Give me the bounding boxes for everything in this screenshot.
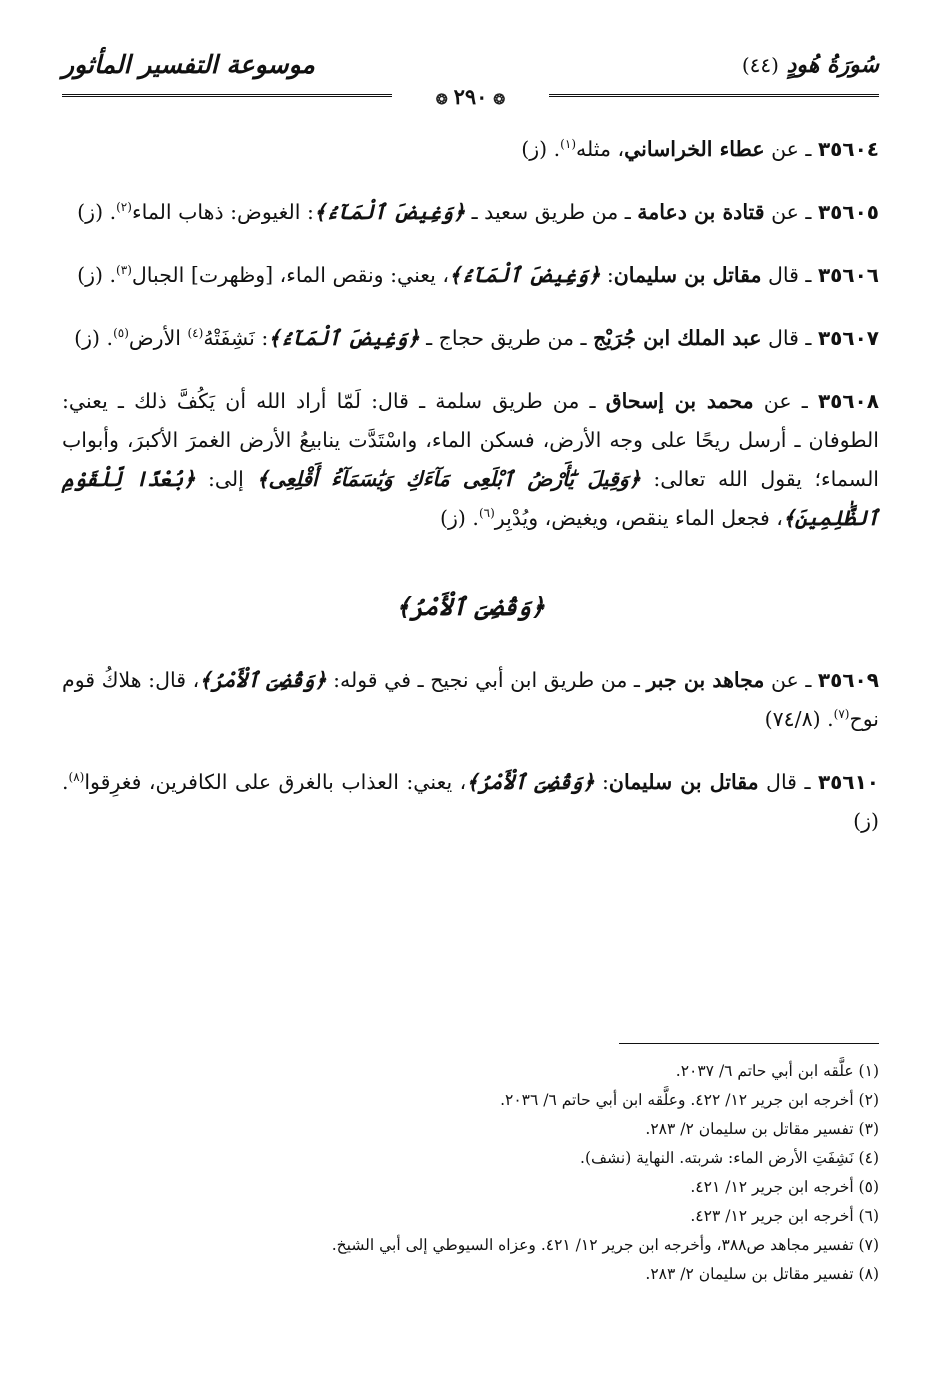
footnote-ref[interactable]: (٥) — [113, 326, 129, 341]
entry-text: ـ من طريق ابن أبي نجيح ـ في قوله: — [326, 668, 647, 692]
narrator-name: محمد بن إسحاق — [605, 389, 754, 413]
entry-text: : الغيوض: ذهاب الماء — [131, 200, 314, 224]
entry-text: : نَشِفَتْهُ — [203, 326, 269, 350]
ornament-icon: ❂ — [493, 92, 506, 108]
surah-name: سُورَةُ هُودٍ — [786, 52, 879, 78]
footnote: (٣) تفسير مقاتل بن سليمان ٢/ ٢٨٣. — [645, 1120, 879, 1138]
entry-number: ٣٥٦٠٥ — [817, 200, 879, 224]
entry-text: ـ من طريق سلمة ـ قال: لَمّا أراد الله أن يَكُفَّ ذلك ـ يعني: الطوفان ـ أرسل ريحًا على وجه الأرض، فسكن الماء، واسْتَدَّت ينابيعُ الأرض الغمرَ الأكبرَ، وأبواب السماء؛ يقول الله تعالى: — [62, 389, 880, 491]
footnote: (٢) أخرجه ابن جرير ١٢/ ٤٢٢. وعلَّقه ابن أبي حاتم ٦/ ٢٠٣٦. — [500, 1091, 879, 1109]
footnote-ref[interactable]: (٨) — [68, 770, 85, 785]
entry-text: ، يعني: العذاب بالغرق على الكافرين، فغرِقوا — [84, 770, 467, 794]
footnote-separator — [619, 1043, 879, 1044]
narrator-name: مجاهد بن جبر — [646, 668, 765, 692]
entry-number: ٣٥٦٠٤ — [817, 137, 879, 161]
entry-text: ـ من طريق سعيد ـ — [465, 200, 638, 224]
hadith-entry — [62, 661, 879, 739]
entry-text: ، قال: هلاكُ قوم نوح — [62, 668, 879, 731]
entry-source: . (ز) — [77, 200, 117, 224]
surah-number: (٤٤) — [741, 53, 779, 77]
entry-text: : — [594, 770, 609, 794]
entry-text: ، يعني: ونقص الماء، [وظهرت] الجبال — [131, 263, 450, 287]
footnote: (٧) تفسير مجاهد ص٣٨٨، وأخرجه ابن جرير ١٢/ ٤٢١. وعزاه السيوطي إلى أبي الشيخ. — [331, 1236, 879, 1254]
hadith-entry — [62, 763, 879, 841]
hadith-entry — [62, 130, 879, 169]
quran-quote: ﴿وَغِيضَ ٱلْمَآءُ﴾ — [313, 200, 466, 224]
hadith-entry — [62, 382, 879, 538]
hadith-entry — [62, 193, 879, 232]
entry-text: : — [600, 263, 614, 287]
entry-text: ، فجعل الماء ينقص، ويغيض، ويُدْبِر — [494, 506, 783, 530]
footnotes — [62, 1057, 879, 1289]
narrator-name: مقاتل بن سليمان — [608, 770, 759, 794]
entry-text: ـ قال — [761, 326, 818, 350]
footnote: (٦) أخرجه ابن جرير ١٢/ ٤٢٣. — [690, 1207, 879, 1225]
quran-quote: ﴿وَقُضِىَ ٱلْأَمْرُ﴾ — [199, 668, 327, 692]
quran-quote: ﴿بُعْدًا لِّلْقَوْمِ ٱلظَّٰلِمِينَ﴾ — [62, 467, 879, 530]
footnote: (٨) تفسير مقاتل بن سليمان ٢/ ٢٨٣. — [645, 1265, 879, 1283]
page-header — [62, 50, 879, 110]
footnote-ref[interactable]: (٦) — [478, 506, 495, 521]
entry-text: ـ قال — [761, 263, 818, 287]
page-body — [62, 130, 879, 865]
narrator-name: مقاتل بن سليمان — [613, 263, 762, 287]
section-heading: ﴿وَقُضِىَ ٱلْأَمْرُ﴾ — [396, 592, 545, 621]
quran-quote: ﴿وَقِيلَ يَٰٓأَرْضُ ٱبْلَعِى مَآءَكِ وَيَٰسَمَآءُ أَقْلِعِى﴾ — [256, 467, 641, 491]
entry-number: ٣٥٦٠٩ — [817, 668, 879, 692]
entry-source: . (ز) — [74, 326, 114, 350]
footnote: (٥) أخرجه ابن جرير ١٢/ ٤٢١. — [690, 1178, 879, 1196]
quran-quote: ﴿وَغِيضَ ٱلْمَآءُ﴾ — [268, 326, 420, 350]
hadith-entry — [62, 256, 879, 295]
quran-quote: ﴿وَغِيضَ ٱلْمَآءُ﴾ — [449, 263, 601, 287]
entry-number: ٣٥٦٠٦ — [817, 263, 879, 287]
entry-number: ٣٥٦٠٨ — [817, 389, 879, 413]
entry-text: ـ عن — [753, 389, 818, 413]
entry-text: ـ عن — [764, 137, 818, 161]
ornament-icon: ❂ — [435, 92, 448, 108]
entry-text: ـ عن — [764, 200, 818, 224]
entry-text: ـ قال — [758, 770, 818, 794]
entry-number: ٣٥٦٠٧ — [817, 326, 879, 350]
entry-source: . (ز) — [77, 263, 117, 287]
footnote-ref[interactable]: (١) — [560, 137, 576, 152]
footnote-ref[interactable]: (٣) — [116, 263, 132, 278]
page-number-block — [62, 84, 879, 109]
entry-text: ، مثله — [576, 137, 625, 161]
narrator-name: عطاء الخراساني — [624, 137, 765, 161]
page-number: ٢٩٠ — [453, 84, 488, 109]
entry-number: ٣٥٦١٠ — [817, 770, 879, 794]
entry-text: إلى: — [195, 467, 257, 491]
narrator-name: عبد الملك ابن جُرَيْج — [593, 326, 762, 350]
entry-source: . (ز) — [440, 506, 479, 530]
entry-text: ـ عن — [764, 668, 818, 692]
footnote-ref[interactable]: (٤) — [187, 326, 204, 341]
footnote-ref[interactable]: (٧) — [833, 707, 850, 722]
narrator-name: قتادة بن دعامة — [637, 200, 765, 224]
entry-source: . (ز) — [62, 770, 879, 833]
entry-text: الأرض — [128, 326, 188, 350]
hadith-entry — [62, 319, 879, 358]
entry-source: . (٧٤/٨) — [764, 707, 834, 731]
quran-quote: ﴿وَقُضِىَ ٱلْأَمْرُ﴾ — [466, 770, 595, 794]
footnote: (٤) نَشِفَتِ الأرض الماء: شربته. النهاية (نشف). — [580, 1149, 879, 1167]
footnote: (١) علَّقه ابن أبي حاتم ٦/ ٢٠٣٧. — [675, 1062, 879, 1080]
footnote-ref[interactable]: (٢) — [116, 200, 132, 215]
work-title: موسوعة التفسير المأثور — [62, 50, 315, 79]
surah-title — [742, 52, 879, 78]
entry-text: ـ من طريق حجاج ـ — [419, 326, 594, 350]
entry-source: . (ز) — [521, 137, 561, 161]
